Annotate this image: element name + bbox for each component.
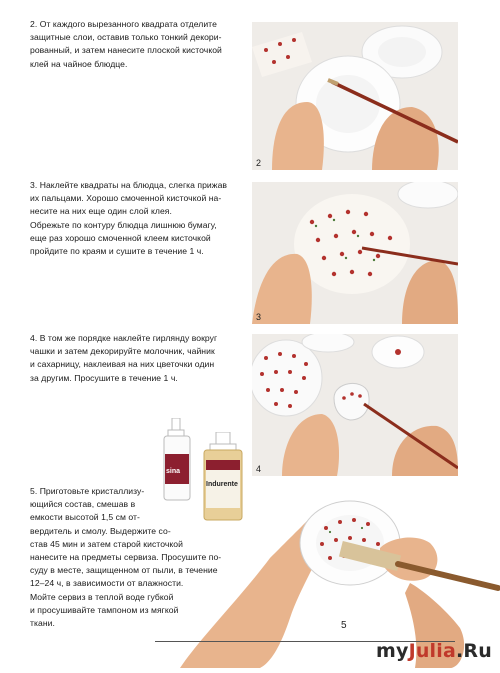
resin-bottle-label: sina <box>166 468 181 475</box>
step-4-line: чашки и затем декорируйте молочник, чайник <box>30 346 215 357</box>
watermark-suffix: .Ru <box>456 640 492 662</box>
step-5-line: Мойте сервиз в теплой воде губкой <box>30 591 174 602</box>
step-3-text <box>30 179 245 258</box>
step-4-text <box>30 332 245 385</box>
watermark-accent: Julia <box>408 640 457 662</box>
step-5-line: вердитель и смолу. Выдержите со- <box>30 525 171 536</box>
site-watermark <box>376 640 492 662</box>
step-3-line: еще раз хорошо смоченной клеем кисточкой <box>30 232 211 243</box>
step-3-photo <box>252 182 458 324</box>
step-4-line: за другим. Просушите в течение 1 ч. <box>30 372 178 383</box>
step-2-line: клей на чайное блюдце. <box>30 58 128 69</box>
step-5-line: 12–24 ч, в зависимости от влажности. <box>30 578 184 589</box>
step-3-line: 3. Наклейте квадраты на блюдца, слегка прижав <box>30 180 228 190</box>
step-2-line: 2. От каждого вырезанного квадрата отделите <box>30 19 217 29</box>
step-2-photo <box>252 22 458 170</box>
step-5-line: ющийся состав, смешав в <box>30 499 136 510</box>
step-5-line: став 45 мин и затем старой кисточкой <box>30 538 183 549</box>
figure-4-number: 4 <box>256 464 262 474</box>
step-3-line: их пальцами. Хорошо смоченной кисточкой на- <box>30 193 222 204</box>
page-number: 5 <box>341 620 347 631</box>
step-3-line: несите на них еще один слой клея. <box>30 206 172 217</box>
step-2-line: защитные слои, оставив только тонкий декори- <box>30 32 222 43</box>
step-3-illustration <box>252 182 458 324</box>
step-5-line: нанесите на предметы сервиза. Просушите по- <box>30 552 222 563</box>
figure-2-number: 2 <box>256 158 262 168</box>
step-5-line: ткани. <box>30 618 55 629</box>
step-5-line: и просушивайте тампоном из мягкой <box>30 604 179 615</box>
step-2-text <box>30 18 245 71</box>
step-4-illustration <box>252 334 458 476</box>
step-3-line: Обрежьте по контуру блюдца лишнюю бумагу, <box>30 219 217 230</box>
step-5-line: 5. Приготовьте кристаллизу- <box>30 486 145 496</box>
step-4-photo <box>252 334 458 476</box>
step-2-illustration <box>252 22 458 170</box>
hardener-bottle-label: Indurente <box>206 481 238 488</box>
watermark-prefix: my <box>375 640 409 662</box>
step-4-line: и сахарницу, наклеивая на них цветочки один <box>30 359 215 370</box>
figure-3-number: 3 <box>256 312 262 322</box>
step-4-line: 4. В том же порядке наклейте гирлянду вокруг <box>30 333 218 343</box>
step-2-line: рованный, и затем нанесите плоской кисточкой <box>30 45 222 56</box>
step-3-line: пройдите по краям и сушите в течение 1 ч. <box>30 246 204 257</box>
step-5-line: емкости высотой 1,5 см от- <box>30 512 140 523</box>
step-5-line: суду в месте, защищенном от пыли, в течение <box>30 565 218 576</box>
